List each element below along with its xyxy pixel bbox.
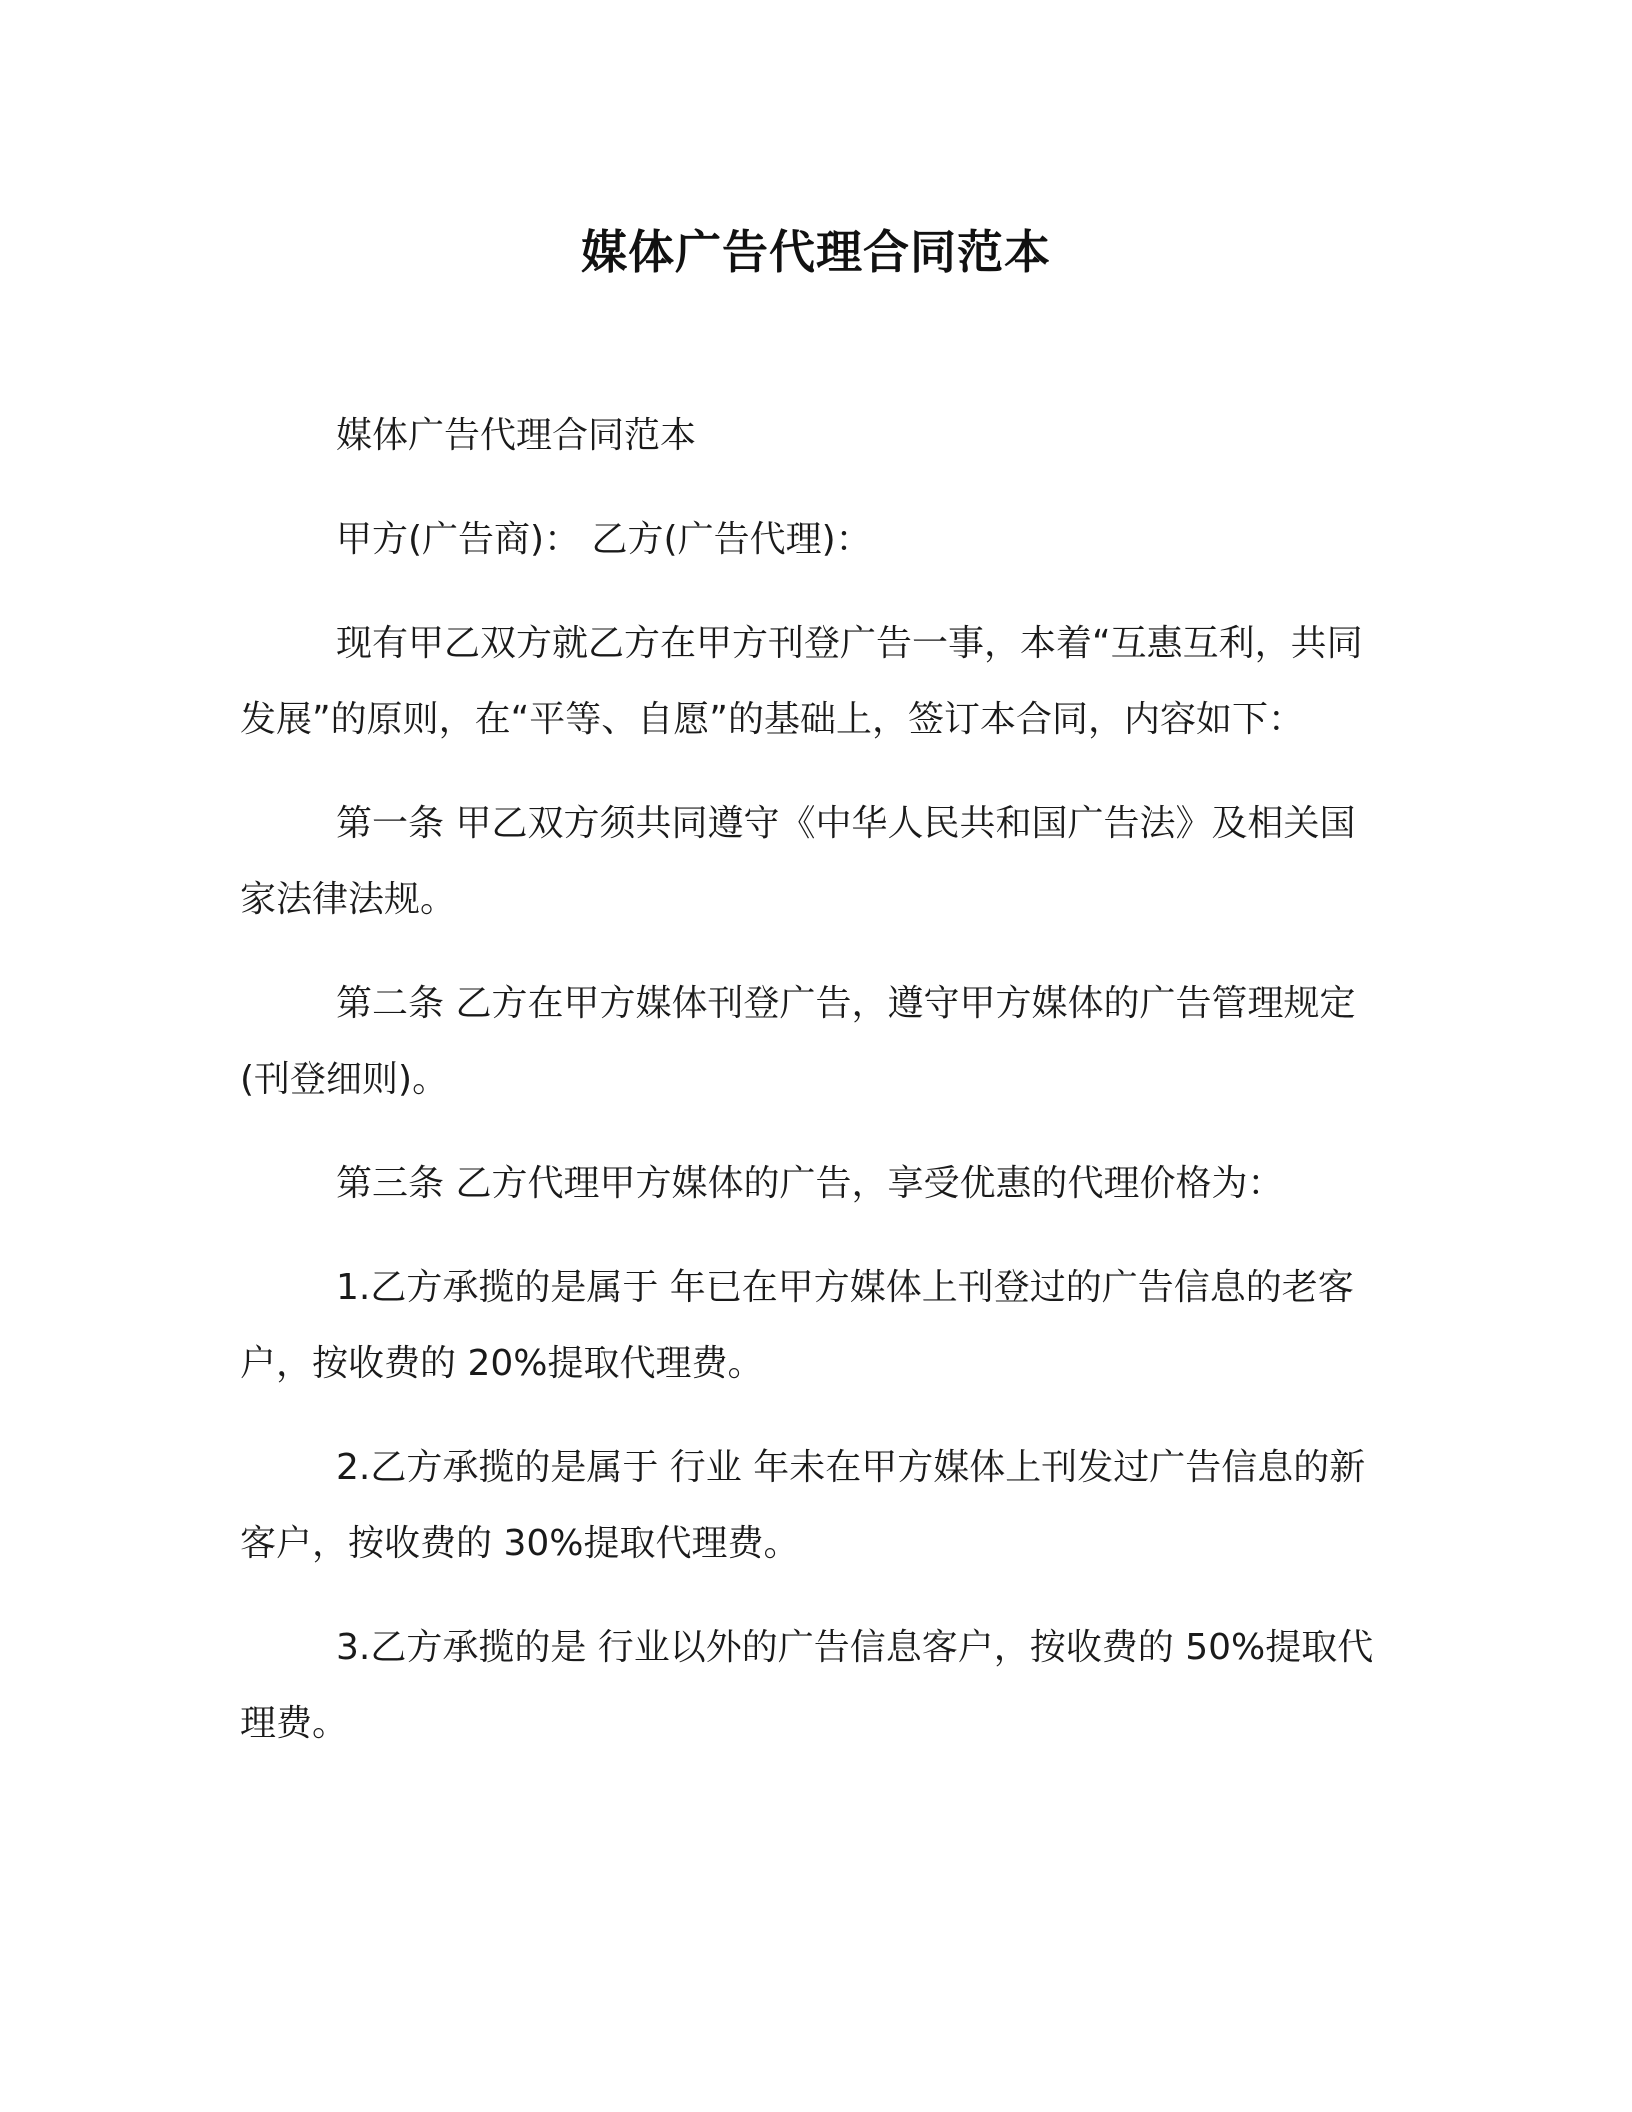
paragraph-article-1: 第一条 甲乙双方须共同遵守《中华人民共和国广告法》及相关国家法律法规。 — [240, 803, 1356, 920]
document-body — [240, 398, 1390, 1790]
paragraph-article-3: 第三条 乙方代理甲方媒体的广告，享受优惠的代理价格为： — [336, 1163, 1284, 1204]
document-title: 媒体广告代理合同范本 — [581, 225, 1051, 279]
paragraph-preamble: 现有甲乙双方就乙方在甲方刊登广告一事，本着“互惠互利，共同发展”的原则，在“平等、自愿”的基础上，签订本合同，内容如下： — [240, 623, 1363, 740]
paragraph-article-2: 第二条 乙方在甲方媒体刊登广告，遵守甲方媒体的广告管理规定(刊登细则)。 — [240, 983, 1356, 1100]
paragraph-subtitle: 媒体广告代理合同范本 — [336, 415, 697, 456]
paragraph-parties: 甲方(广告商)： 乙方(广告代理)： — [336, 519, 872, 560]
paragraph-item-2: 2.乙方承揽的是属于 行业 年未在甲方媒体上刊发过广告信息的新客户，按收费的 30%提取代理费。 — [240, 1447, 1366, 1564]
paragraph-item-1: 1.乙方承揽的是属于 年已在甲方媒体上刊登过的广告信息的老客户，按收费的 20%提取代理费。 — [240, 1267, 1354, 1384]
paragraph-item-3: 3.乙方承揽的是 行业以外的广告信息客户，按收费的 50%提取代理费。 — [240, 1627, 1374, 1744]
